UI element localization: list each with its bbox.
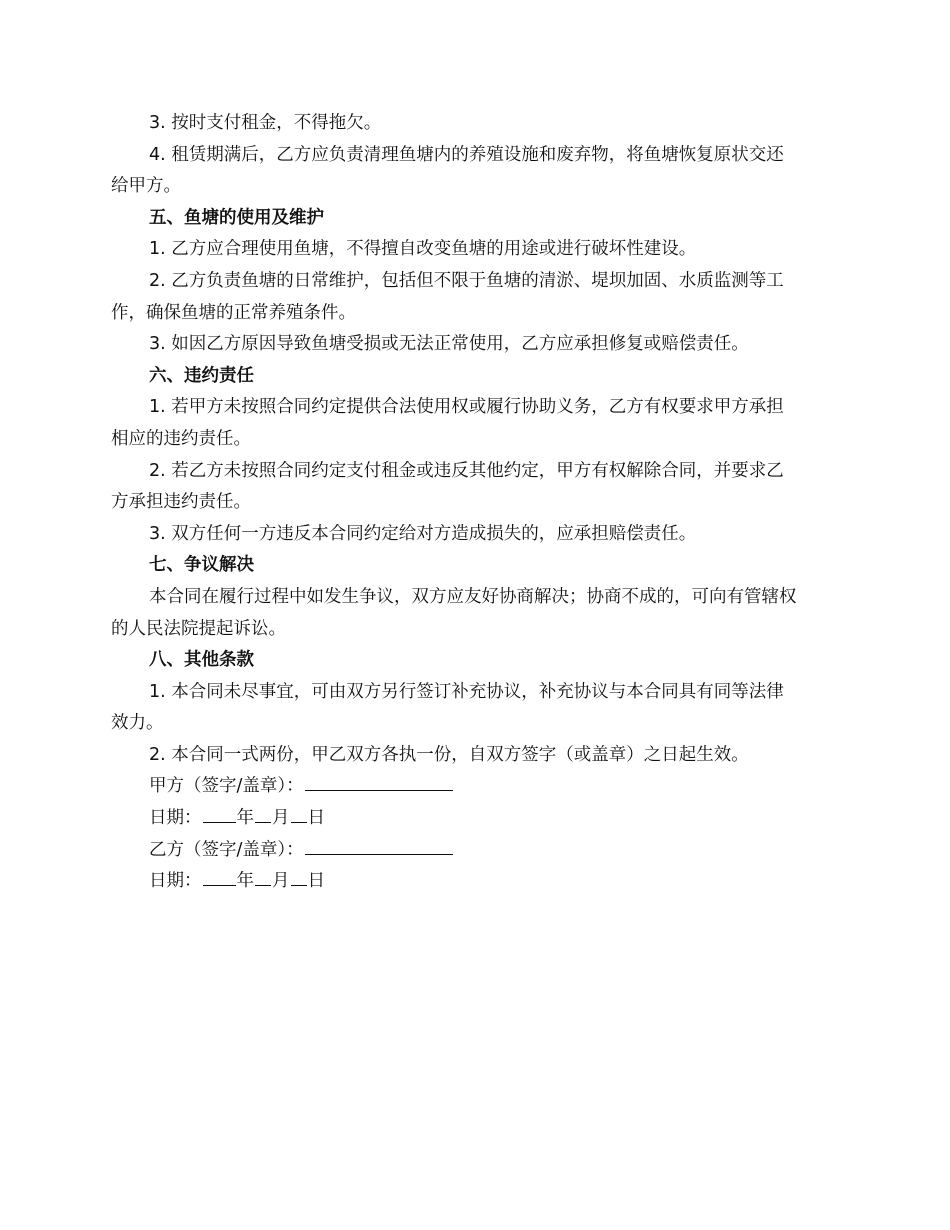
party-a-year-blank[interactable] bbox=[203, 804, 236, 823]
clause-7-cont: 的人民法院提起诉讼。 bbox=[111, 618, 286, 639]
party-b-year-blank[interactable] bbox=[203, 867, 236, 886]
clause-5-1: 1. 乙方应合理使用鱼塘，不得擅自改变鱼塘的用途或进行破坏性建设。 bbox=[149, 239, 697, 260]
party-a-month-blank[interactable] bbox=[255, 804, 271, 823]
party-a-signature-line bbox=[111, 771, 841, 803]
section-heading-5: 五、鱼塘的使用及维护 bbox=[149, 207, 324, 228]
clause-lease-expiry-cont: 给甲方。 bbox=[111, 176, 181, 197]
clause-rent-payment: 3. 按时支付租金，不得拖欠。 bbox=[149, 113, 382, 133]
clause-8-1-cont: 效力。 bbox=[111, 713, 164, 734]
party-b-signature-label: 乙方（签字/盖章）： bbox=[149, 839, 304, 860]
clause-6-3: 3. 双方任何一方违反本合同约定给对方造成损失的，应承担赔偿责任。 bbox=[149, 523, 697, 544]
party-a-month-label: 月 bbox=[272, 808, 290, 829]
party-b-day-blank[interactable] bbox=[291, 867, 307, 886]
clause-5-3: 3. 如因乙方原因导致鱼塘受损或无法正常使用，乙方应承担修复或赔偿责任。 bbox=[149, 334, 749, 355]
party-a-date-line bbox=[111, 803, 841, 835]
party-a-date-label: 日期： bbox=[149, 808, 202, 829]
clause-6-2: 2. 若乙方未按照合同约定支付租金或违反其他约定，甲方有权解除合同，并要求乙 bbox=[149, 460, 784, 481]
party-a-day-blank[interactable] bbox=[291, 804, 307, 823]
clause-6-2-cont: 方承担违约责任。 bbox=[111, 492, 251, 513]
clause-5-2-cont: 作，确保鱼塘的正常养殖条件。 bbox=[111, 302, 356, 323]
clause-7: 本合同在履行过程中如发生争议，双方应友好协商解决；协商不成的，可向有管辖权 bbox=[149, 586, 797, 607]
party-b-date-line bbox=[111, 866, 841, 898]
party-b-month-label: 月 bbox=[272, 871, 290, 892]
contract-page bbox=[111, 108, 841, 898]
party-b-month-blank[interactable] bbox=[255, 867, 271, 886]
clause-8-1: 1. 本合同未尽事宜，可由双方另行签订补充协议，补充协议与本合同具有同等法律 bbox=[149, 681, 784, 702]
section-heading-7: 七、争议解决 bbox=[149, 555, 254, 576]
clause-lease-expiry: 4. 租赁期满后，乙方应负责清理鱼塘内的养殖设施和废弃物，将鱼塘恢复原状交还 bbox=[149, 144, 784, 165]
section-heading-6: 六、违约责任 bbox=[149, 365, 254, 386]
party-a-year-label: 年 bbox=[236, 808, 254, 829]
party-b-date-label: 日期： bbox=[149, 871, 202, 892]
party-a-day-label: 日 bbox=[307, 808, 325, 829]
clause-6-1-cont: 相应的违约责任。 bbox=[111, 428, 251, 449]
party-a-signature-blank[interactable] bbox=[305, 772, 453, 791]
clause-6-1: 1. 若甲方未按照合同约定提供合法使用权或履行协助义务，乙方有权要求甲方承担 bbox=[149, 397, 784, 418]
party-a-signature-label: 甲方（签字/盖章）： bbox=[149, 776, 304, 797]
party-b-year-label: 年 bbox=[236, 871, 254, 892]
party-b-day-label: 日 bbox=[307, 871, 325, 892]
party-b-signature-line bbox=[111, 835, 841, 867]
clause-8-2: 2. 本合同一式两份，甲乙双方各执一份，自双方签字（或盖章）之日起生效。 bbox=[149, 744, 749, 765]
party-b-signature-blank[interactable] bbox=[305, 836, 453, 855]
section-heading-8: 八、其他条款 bbox=[149, 650, 254, 671]
clause-5-2: 2. 乙方负责鱼塘的日常维护，包括但不限于鱼塘的清淤、堤坝加固、水质监测等工 bbox=[149, 270, 784, 291]
